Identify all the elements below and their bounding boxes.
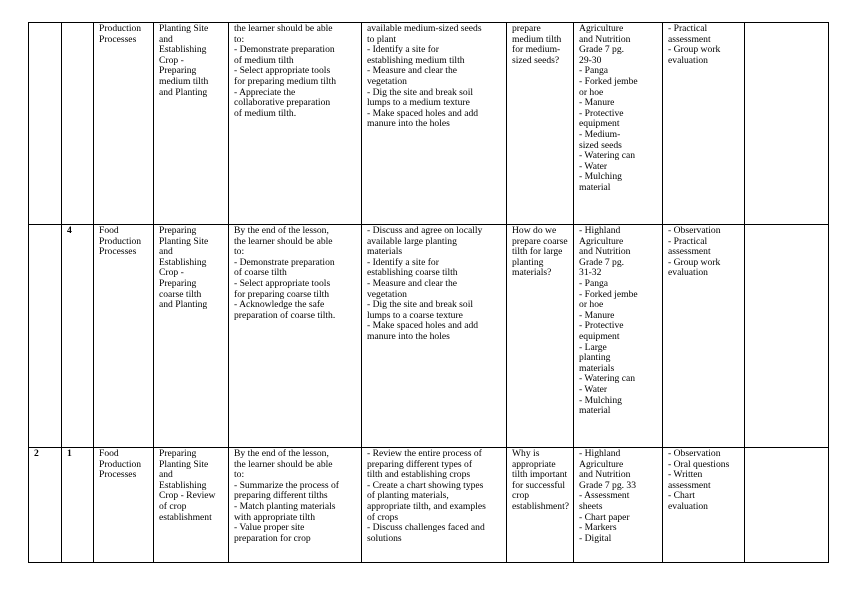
strand-cell: Food Production Processes xyxy=(94,225,154,448)
table-row xyxy=(29,23,829,225)
sub-strand-cell: Preparing Planting Site and Establishing Crop - Review of crop establishment xyxy=(154,448,229,563)
key-inquiry-cell: prepare medium tilth for medium- sized seeds? xyxy=(507,23,574,225)
table-row xyxy=(29,225,829,448)
learning-outcomes-cell: the learner should be able to: - Demonstrate preparation of medium tilth - Select appropriate tools for preparing medium tilth - Appreciate the collaborative preparation of medium tilth. xyxy=(229,23,362,225)
remarks-cell xyxy=(745,23,829,225)
remarks-cell xyxy=(745,448,829,563)
strand-cell: Production Processes xyxy=(94,23,154,225)
lesson-cell xyxy=(62,23,94,225)
strand-cell: Food Production Processes xyxy=(94,448,154,563)
remarks-cell xyxy=(745,225,829,448)
learning-resources-cell: - Highland Agriculture and Nutrition Grade 7 pg. 33 - Assessment sheets - Chart paper - Markers - Digital xyxy=(574,448,663,563)
learning-experiences-cell: - Discuss and agree on locally available large planting materials - Identify a site for establishing coarse tilth - Measure and clear the vegetation - Dig the site and break soil lumps to a coarse texture - Make spaced holes and add manure into the holes xyxy=(362,225,507,448)
assessment-cell: - Practical assessment - Group work evaluation xyxy=(663,23,745,225)
lesson-cell: 1 xyxy=(62,448,94,563)
key-inquiry-cell: How do we prepare coarse tilth for large planting materials? xyxy=(507,225,574,448)
scheme-of-work-page xyxy=(28,22,829,563)
week-cell xyxy=(29,23,62,225)
lesson-cell: 4 xyxy=(62,225,94,448)
sub-strand-cell: Planting Site and Establishing Crop - Preparing medium tilth and Planting xyxy=(154,23,229,225)
learning-outcomes-cell: By the end of the lesson, the learner should be able to: - Summarize the process of preparing different tilths - Match planting materials with appropriate tilth - Value proper site preparation for crop xyxy=(229,448,362,563)
learning-resources-cell: - Highland Agriculture and Nutrition Grade 7 pg. 31-32 - Panga - Forked jembe or hoe - Manure - Protective equipment - Large planting materials - Watering can - Water - Mulching material xyxy=(574,225,663,448)
scheme-of-work-table xyxy=(28,22,829,563)
assessment-cell: - Observation - Practical assessment - Group work evaluation xyxy=(663,225,745,448)
assessment-cell: - Observation - Oral questions - Written assessment - Chart evaluation xyxy=(663,448,745,563)
learning-experiences-cell: - Review the entire process of preparing different types of tilth and establishing crops - Create a chart showing types of planting materials, appropriate tilth, and examples of crops - Discuss challenges faced and solutions xyxy=(362,448,507,563)
learning-outcomes-cell: By the end of the lesson, the learner should be able to: - Demonstrate preparation of coarse tilth - Select appropriate tools for preparing coarse tilth - Acknowledge the safe preparation of coarse tilth. xyxy=(229,225,362,448)
week-cell xyxy=(29,225,62,448)
learning-experiences-cell: available medium-sized seeds to plant - Identify a site for establishing medium tilth - Measure and clear the vegetation - Dig the site and break soil lumps to a medium texture - Make spaced holes and add manure into the holes xyxy=(362,23,507,225)
key-inquiry-cell: Why is appropriate tilth important for successful crop establishment? xyxy=(507,448,574,563)
learning-resources-cell: Agriculture and Nutrition Grade 7 pg. 29-30 - Panga - Forked jembe or hoe - Manure - Protective equipment - Medium- sized seeds - Watering can - Water - Mulching material xyxy=(574,23,663,225)
sub-strand-cell: Preparing Planting Site and Establishing Crop - Preparing coarse tilth and Planting xyxy=(154,225,229,448)
week-cell: 2 xyxy=(29,448,62,563)
table-row xyxy=(29,448,829,563)
